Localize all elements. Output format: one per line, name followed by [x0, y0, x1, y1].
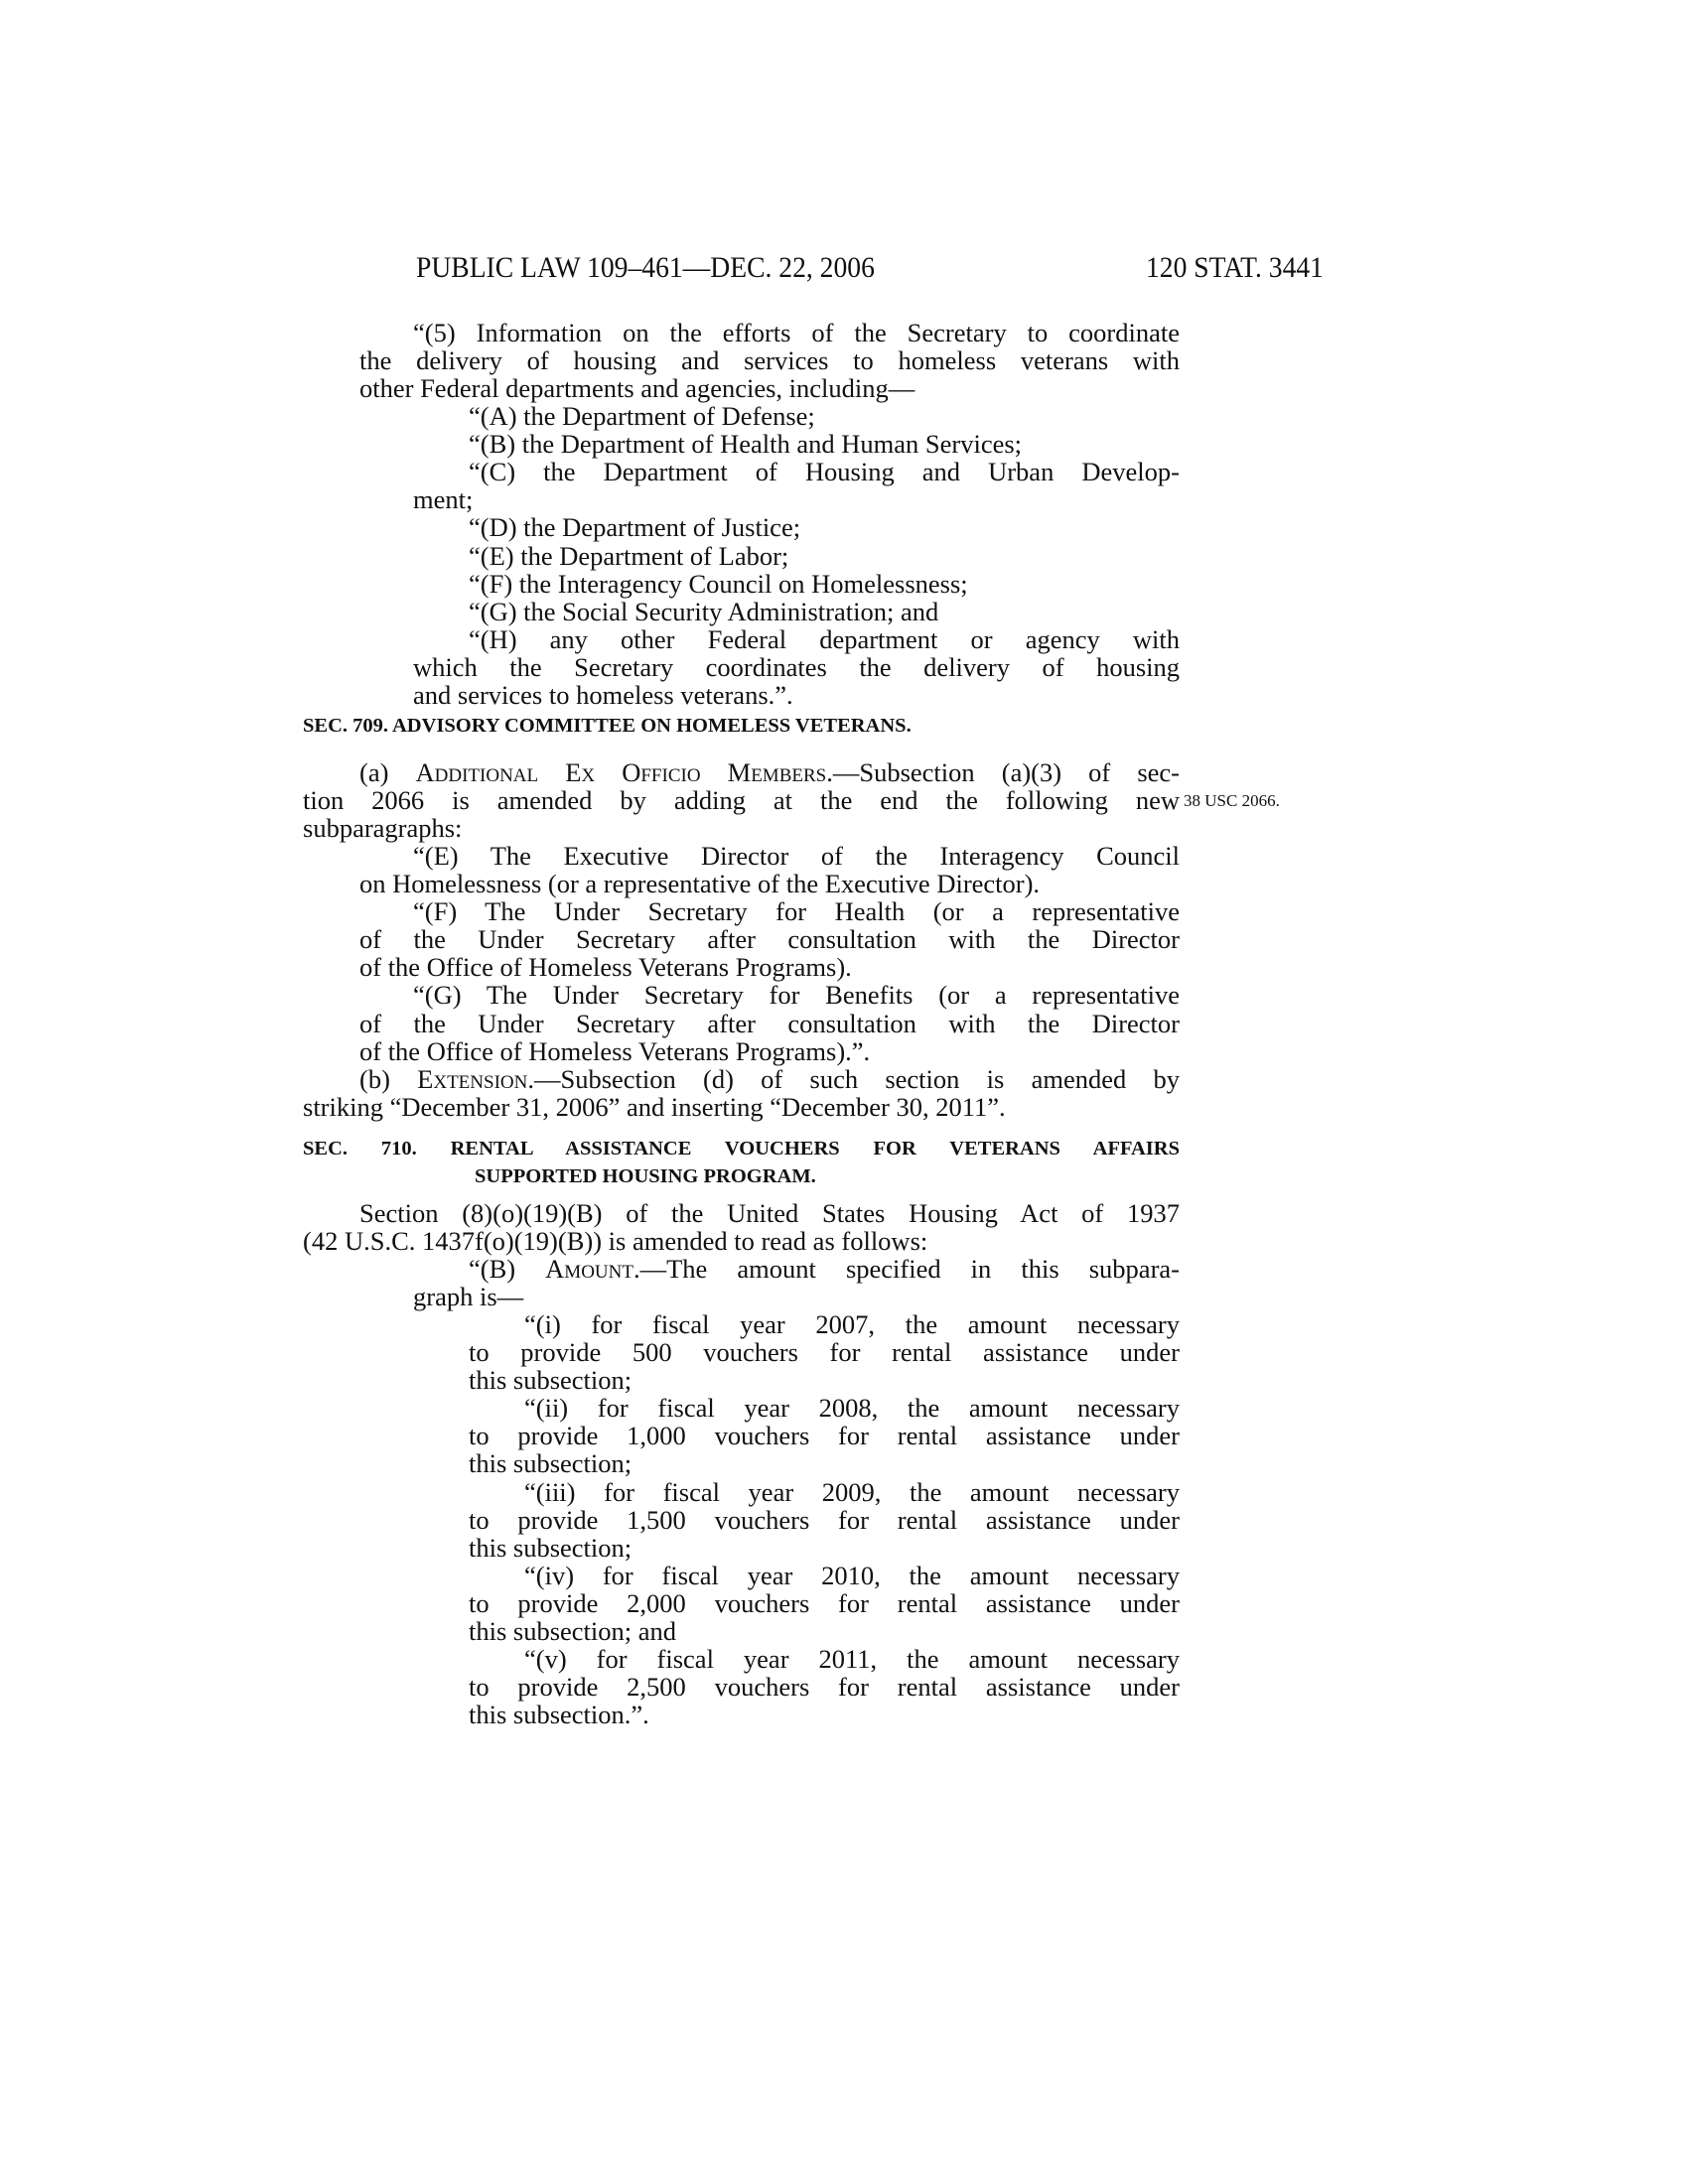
- text-line: [0, 374, 1688, 402]
- text-line: [0, 1394, 1688, 1422]
- line-text: SUPPORTED HOUSING PROGRAM.: [475, 1164, 816, 1187]
- text-line: [0, 1617, 1688, 1645]
- line-text: on Homelessness (or a representative of the Executive Director).: [359, 869, 1041, 899]
- line-text: “(F) the Interagency Council on Homelessness;: [469, 568, 968, 599]
- small-caps-heading: Amount: [545, 1254, 633, 1284]
- statute-page-number: 120 STAT. 3441: [1146, 251, 1324, 284]
- line-text: this subsection; and: [469, 1615, 677, 1646]
- line-text: the delivery of housing and services to homeless veterans with: [359, 345, 1180, 376]
- running-header-title: PUBLIC LAW 109–461—DEC. 22, 2006: [416, 251, 875, 284]
- line-text: to provide 1,500 vouchers for rental assistance under: [469, 1504, 1180, 1535]
- inserted-subparagraph-block: [0, 897, 1688, 981]
- text-line: [0, 346, 1688, 374]
- text-line: [0, 758, 1688, 786]
- text-line: [0, 1037, 1688, 1065]
- text-line: [0, 1227, 1688, 1255]
- text-line: [0, 870, 1688, 897]
- line-text: graph is—: [413, 1282, 524, 1312]
- section-heading: [0, 712, 1688, 740]
- text-line: [0, 1645, 1688, 1673]
- text-line: [0, 1310, 1688, 1338]
- line-text: .—Subsection (a)(3) of sec-: [826, 756, 1180, 787]
- text-line: [0, 1338, 1688, 1366]
- subparagraph-block: [0, 402, 1688, 430]
- text-line: [0, 981, 1688, 1009]
- text-line: [0, 1478, 1688, 1506]
- text-line: [0, 1283, 1688, 1310]
- subsection-block: [0, 758, 1688, 842]
- text-line: [0, 1162, 1688, 1190]
- line-text: “(F) The Under Secretary for Health (or a representative: [413, 896, 1180, 927]
- text-line: [0, 319, 1688, 346]
- line-text: “(5) Information on the efforts of the Secretary to coordinate: [413, 318, 1180, 347]
- line-text: to provide 2,500 vouchers for rental assistance under: [469, 1671, 1180, 1702]
- subparagraph-block: [0, 513, 1688, 541]
- line-text: which the Secretary coordinates the delivery of housing: [413, 651, 1180, 682]
- text-line: [0, 485, 1688, 513]
- line-text: SEC. 710. RENTAL ASSISTANCE VOUCHERS FOR VETERANS AFFAIRS: [303, 1137, 1180, 1160]
- text-line: [0, 1422, 1688, 1449]
- text-line: [0, 1065, 1688, 1093]
- line-text: SEC. 709. ADVISORY COMMITTEE ON HOMELESS VETERANS.: [303, 714, 912, 737]
- text-line: [0, 1199, 1688, 1227]
- text-line: [0, 1366, 1688, 1394]
- line-text: striking “December 31, 2006” and inserting “December 30, 2011”.: [303, 1091, 1006, 1122]
- subparagraph-block: [0, 570, 1688, 598]
- line-text: “(v) for fiscal year 2011, the amount necessary: [524, 1643, 1180, 1674]
- text-line: [0, 1135, 1688, 1162]
- line-text: .—Subsection (d) of such section is amended by: [527, 1063, 1180, 1094]
- line-text: to provide 500 vouchers for rental assistance under: [469, 1337, 1180, 1368]
- subsection-block: [0, 1065, 1688, 1121]
- line-text: “(ii) for fiscal year 2008, the amount necessary: [524, 1393, 1180, 1424]
- line-text: “(B): [469, 1254, 546, 1284]
- text-line: [0, 786, 1688, 814]
- subsection-block: [0, 1199, 1688, 1255]
- line-text: (a): [359, 756, 416, 787]
- line-text: this subsection.”.: [469, 1700, 649, 1729]
- text-line: [0, 1255, 1688, 1283]
- text-line: [0, 1093, 1688, 1121]
- line-text: this subsection;: [469, 1532, 633, 1563]
- line-text: “(iii) for fiscal year 2009, the amount necessary: [524, 1476, 1180, 1507]
- line-text: “(A) the Department of Defense;: [469, 401, 815, 432]
- subparagraph-block: [0, 598, 1688, 625]
- line-text: to provide 2,000 vouchers for rental assistance under: [469, 1587, 1180, 1618]
- clause-block: [0, 1645, 1688, 1728]
- text-line: [0, 1010, 1688, 1037]
- inserted-subparagraph-block: [0, 981, 1688, 1064]
- line-text: other Federal departments and agencies, including—: [359, 373, 915, 404]
- text-line: [0, 625, 1688, 653]
- document-body: [0, 319, 1688, 1728]
- text-line: [0, 458, 1688, 485]
- text-line: [0, 653, 1688, 681]
- text-line: [0, 513, 1688, 541]
- line-text: “(B) the Department of Health and Human Services;: [469, 429, 1023, 460]
- line-text: “(iv) for fiscal year 2010, the amount necessary: [524, 1560, 1180, 1590]
- subparagraph-block: [0, 542, 1688, 570]
- amount-block: [0, 1255, 1688, 1310]
- section-heading: [0, 1135, 1688, 1190]
- line-text: tion 2066 is amended by adding at the end the following new: [303, 785, 1180, 815]
- line-text: “(E) the Department of Labor;: [469, 540, 789, 571]
- line-text: (b): [359, 1063, 418, 1094]
- text-line: [0, 430, 1688, 458]
- subparagraph-block: [0, 458, 1688, 513]
- text-line: [0, 925, 1688, 953]
- line-text: to provide 1,000 vouchers for rental assistance under: [469, 1421, 1180, 1451]
- line-text: of the Under Secretary after consultation with the Director: [359, 924, 1180, 955]
- clause-block: [0, 1562, 1688, 1645]
- line-text: this subsection;: [469, 1448, 633, 1479]
- clause-block: [0, 1310, 1688, 1394]
- text-line: [0, 842, 1688, 870]
- line-text: this subsection;: [469, 1365, 633, 1396]
- text-line: [0, 1673, 1688, 1701]
- text-line: [0, 1449, 1688, 1477]
- text-line: [0, 712, 1688, 740]
- text-line: [0, 570, 1688, 598]
- line-text: ment;: [413, 484, 474, 515]
- line-text: “(C) the Department of Housing and Urban Develop-: [469, 457, 1180, 487]
- paragraph-block: [0, 319, 1688, 402]
- margin-note: 38 USC 2066.: [1184, 791, 1280, 810]
- line-text: “(G) the Social Security Administration; and: [469, 596, 939, 626]
- text-line: [0, 1534, 1688, 1562]
- clause-block: [0, 1478, 1688, 1562]
- line-text: (42 U.S.C. 1437f(o)(19)(B)) is amended to read as follows:: [303, 1225, 928, 1256]
- text-line: [0, 897, 1688, 925]
- line-text: .—The amount specified in this subpara-: [633, 1254, 1180, 1284]
- line-text: “(H) any other Federal department or agency with: [469, 623, 1180, 654]
- text-line: [0, 1589, 1688, 1617]
- line-text: of the Office of Homeless Veterans Programs).: [359, 952, 852, 983]
- line-text: subparagraphs:: [303, 813, 463, 844]
- subparagraph-block: [0, 625, 1688, 709]
- text-line: [0, 598, 1688, 625]
- line-text: “(E) The Executive Director of the Interagency Council: [413, 841, 1180, 872]
- text-line: [0, 953, 1688, 981]
- text-line: [0, 1506, 1688, 1534]
- line-text: “(i) for fiscal year 2007, the amount necessary: [524, 1309, 1180, 1340]
- line-text: and services to homeless veterans.”.: [413, 679, 793, 710]
- text-line: [0, 1562, 1688, 1589]
- text-line: [0, 681, 1688, 709]
- line-text: of the Office of Homeless Veterans Programs).”.: [359, 1035, 871, 1066]
- text-line: [0, 814, 1688, 842]
- text-line: [0, 542, 1688, 570]
- subparagraph-block: [0, 430, 1688, 458]
- line-text: Section (8)(o)(19)(B) of the United States Housing Act of 1937: [359, 1197, 1180, 1228]
- line-text: “(G) The Under Secretary for Benefits (or a representative: [413, 980, 1180, 1011]
- small-caps-heading: Extension: [417, 1063, 528, 1094]
- inserted-subparagraph-block: [0, 842, 1688, 897]
- clause-block: [0, 1394, 1688, 1477]
- line-text: of the Under Secretary after consultation with the Director: [359, 1008, 1180, 1038]
- text-line: [0, 1701, 1688, 1728]
- line-text: “(D) the Department of Justice;: [469, 512, 801, 543]
- text-line: [0, 402, 1688, 430]
- small-caps-heading: Additional Ex Officio Members: [415, 756, 827, 787]
